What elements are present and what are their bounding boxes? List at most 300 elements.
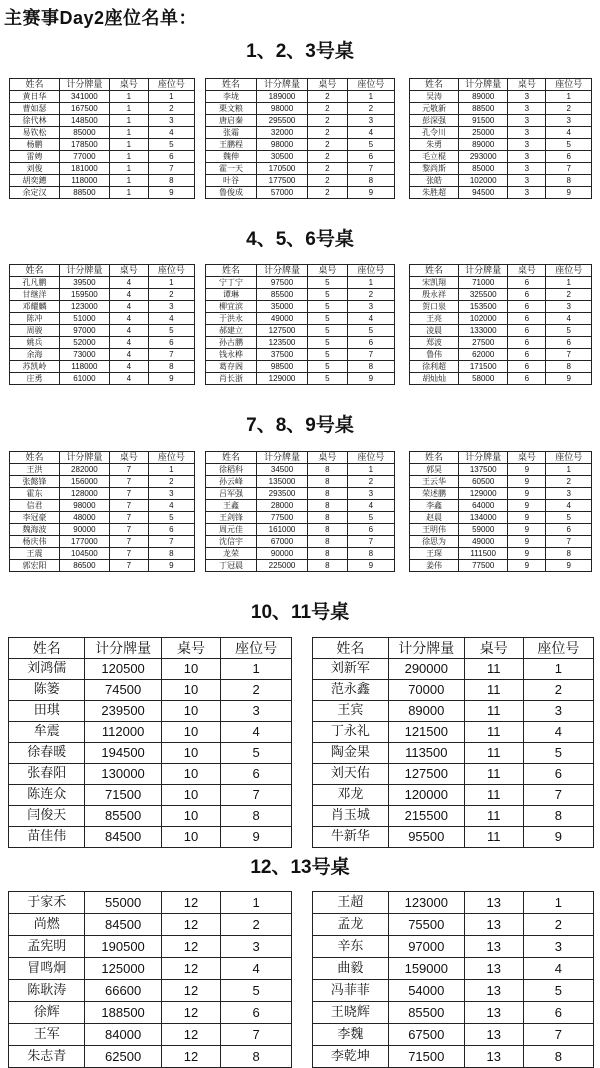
table-number-cell: 7 — [109, 500, 148, 512]
seat-number-cell: 5 — [148, 512, 194, 524]
player-name-cell: 荣述鹏 — [410, 488, 459, 500]
chip-count-cell: 25000 — [459, 127, 508, 139]
chip-count-cell: 90000 — [257, 548, 308, 560]
chip-count-cell: 181000 — [59, 163, 109, 175]
player-name-cell: 李冠豪 — [10, 512, 60, 524]
chip-count-cell: 123000 — [388, 892, 464, 914]
player-name-cell: 信君 — [10, 500, 60, 512]
seat-number-cell: 3 — [148, 488, 194, 500]
player-name-cell: 余海 — [10, 349, 60, 361]
header-table: 桌号 — [308, 79, 348, 91]
chip-count-cell: 120500 — [85, 659, 161, 680]
seat-number-cell: 2 — [523, 680, 593, 701]
chip-count-cell: 55000 — [85, 892, 161, 914]
table-header-row — [206, 265, 395, 277]
seat-number-cell: 9 — [148, 560, 194, 572]
section-title-tables-10-11: 10、11号桌 — [250, 602, 350, 623]
section-title-tables-12-13: 12、13号桌 — [250, 857, 350, 878]
player-name-cell: 霍一天 — [206, 163, 257, 175]
chip-count-cell: 85500 — [257, 289, 308, 301]
table-row — [9, 743, 292, 764]
chip-count-cell: 102000 — [459, 313, 508, 325]
seat-number-cell: 1 — [546, 464, 592, 476]
table-row — [9, 936, 292, 958]
header-chips: 计分牌量 — [59, 265, 109, 277]
seat-number-cell: 2 — [546, 103, 592, 115]
chip-count-cell: 102000 — [459, 175, 508, 187]
table-number-cell: 2 — [308, 139, 348, 151]
table-number-cell: 8 — [308, 512, 348, 524]
player-name-cell: 范永鑫 — [313, 680, 389, 701]
player-name-cell: 李魏 — [313, 1024, 389, 1046]
table-row — [10, 536, 195, 548]
seat-number-cell: 6 — [347, 337, 394, 349]
header-seat: 座位号 — [546, 79, 592, 91]
table-number-cell: 3 — [508, 175, 546, 187]
player-name-cell: 孟龙 — [313, 914, 389, 936]
header-chips: 计分牌量 — [459, 265, 508, 277]
chip-count-cell: 91500 — [459, 115, 508, 127]
table-row — [410, 103, 592, 115]
table-number-cell: 7 — [109, 524, 148, 536]
player-name-cell: 陈连众 — [9, 785, 85, 806]
table-number-cell: 6 — [508, 325, 546, 337]
section-title-tables-1-3: 1、2、3号桌 — [246, 41, 354, 62]
table-row — [410, 560, 592, 572]
seat-number-cell: 5 — [523, 980, 593, 1002]
table-row — [206, 301, 395, 313]
seat-number-cell: 2 — [347, 476, 394, 488]
table-number-cell: 3 — [508, 163, 546, 175]
chip-count-cell: 51000 — [59, 313, 109, 325]
chip-count-cell: 133000 — [459, 325, 508, 337]
player-name-cell: 刘鸿儒 — [9, 659, 85, 680]
header-name: 姓名 — [9, 638, 85, 659]
player-name-cell: 王晓辉 — [313, 1002, 389, 1024]
player-name-cell: 徐利超 — [410, 361, 459, 373]
chip-count-cell: 225000 — [257, 560, 308, 572]
table-row — [206, 548, 395, 560]
table-row — [206, 560, 395, 572]
table-number-cell: 6 — [508, 313, 546, 325]
chip-count-cell: 60500 — [459, 476, 508, 488]
seat-number-cell: 7 — [221, 1024, 292, 1046]
player-name-cell: 曲毅 — [313, 958, 389, 980]
table-number-cell: 10 — [161, 764, 220, 785]
chip-count-cell: 98000 — [257, 139, 308, 151]
chip-count-cell: 177000 — [59, 536, 109, 548]
player-name-cell: 沈信宇 — [206, 536, 257, 548]
seat-number-cell: 5 — [347, 139, 394, 151]
header-table: 桌号 — [508, 79, 546, 91]
seat-number-cell: 6 — [148, 337, 194, 349]
table-row — [10, 500, 195, 512]
table-row — [410, 127, 592, 139]
player-name-cell: 贺口泉 — [410, 301, 459, 313]
chip-count-cell: 171500 — [459, 361, 508, 373]
table-row — [9, 764, 292, 785]
chip-count-cell: 77500 — [257, 512, 308, 524]
seat-number-cell: 2 — [546, 289, 592, 301]
seat-number-cell: 8 — [148, 175, 194, 187]
seat-number-cell: 7 — [148, 163, 194, 175]
table-row — [410, 115, 592, 127]
player-name-cell: 朱胜超 — [410, 187, 459, 199]
seat-number-cell: 5 — [221, 980, 292, 1002]
table-row — [410, 476, 592, 488]
seating-table-12 — [8, 891, 292, 1068]
table-row — [10, 325, 195, 337]
table-number-cell: 9 — [508, 512, 546, 524]
section-title-tables-4-6: 4、5、6号桌 — [246, 229, 354, 250]
table-number-cell: 3 — [508, 151, 546, 163]
player-name-cell: 田琪 — [9, 701, 85, 722]
chip-count-cell: 84500 — [85, 827, 161, 848]
table-row — [10, 139, 195, 151]
seat-number-cell: 9 — [347, 187, 394, 199]
chip-count-cell: 325500 — [459, 289, 508, 301]
table-number-cell: 9 — [508, 560, 546, 572]
table-row — [9, 1002, 292, 1024]
header-seat: 座位号 — [148, 79, 194, 91]
seat-number-cell: 8 — [148, 361, 194, 373]
table-number-cell: 9 — [508, 488, 546, 500]
player-name-cell: 陶金果 — [313, 743, 389, 764]
player-name-cell: 刘新军 — [313, 659, 389, 680]
chip-count-cell: 293500 — [257, 488, 308, 500]
player-name-cell: 张懿锋 — [10, 476, 60, 488]
chip-count-cell: 97500 — [257, 277, 308, 289]
player-name-cell: 孙古鹏 — [206, 337, 257, 349]
player-name-cell: 宋凯翔 — [410, 277, 459, 289]
player-name-cell: 郑波 — [410, 337, 459, 349]
seating-table-4 — [9, 264, 195, 385]
table-number-cell: 5 — [308, 361, 348, 373]
chip-count-cell: 88500 — [59, 187, 109, 199]
player-name-cell: 闫俊天 — [9, 806, 85, 827]
chip-count-cell: 167500 — [59, 103, 109, 115]
player-name-cell: 王震 — [10, 548, 60, 560]
chip-count-cell: 153500 — [459, 301, 508, 313]
chip-count-cell: 61000 — [59, 373, 109, 385]
table-number-cell: 13 — [464, 1046, 523, 1068]
seating-table-9 — [409, 451, 592, 572]
header-chips: 计分牌量 — [257, 452, 308, 464]
player-name-cell: 徐思为 — [410, 536, 459, 548]
seat-number-cell: 3 — [523, 936, 593, 958]
table-row — [410, 289, 592, 301]
seat-number-cell: 6 — [148, 151, 194, 163]
table-number-cell: 12 — [161, 892, 220, 914]
chip-count-cell: 75500 — [388, 914, 464, 936]
table-number-cell: 13 — [464, 958, 523, 980]
player-name-cell: 肖长浙 — [206, 373, 257, 385]
table-number-cell: 4 — [109, 373, 148, 385]
chip-count-cell: 125000 — [85, 958, 161, 980]
table-row — [9, 722, 292, 743]
seat-number-cell: 4 — [523, 722, 593, 743]
seat-number-cell: 4 — [523, 958, 593, 980]
player-name-cell: 龙荣 — [206, 548, 257, 560]
header-seat: 座位号 — [546, 265, 592, 277]
table-number-cell: 7 — [109, 560, 148, 572]
player-name-cell: 易钦松 — [10, 127, 60, 139]
table-number-cell: 2 — [308, 127, 348, 139]
table-number-cell: 13 — [464, 980, 523, 1002]
table-row — [9, 680, 292, 701]
chip-count-cell: 177500 — [257, 175, 308, 187]
chip-count-cell: 148500 — [59, 115, 109, 127]
player-name-cell: 凌晨 — [410, 325, 459, 337]
table-number-cell: 2 — [308, 115, 348, 127]
table-number-cell: 4 — [109, 313, 148, 325]
chip-count-cell: 129000 — [257, 373, 308, 385]
player-name-cell: 姜伟 — [410, 560, 459, 572]
header-chips: 计分牌量 — [85, 638, 161, 659]
player-name-cell: 牛新华 — [313, 827, 389, 848]
chip-count-cell: 54000 — [388, 980, 464, 1002]
table-row — [410, 500, 592, 512]
chip-count-cell: 123000 — [59, 301, 109, 313]
player-name-cell: 孙云峰 — [206, 476, 257, 488]
chip-count-cell: 34500 — [257, 464, 308, 476]
table-number-cell: 8 — [308, 524, 348, 536]
seat-number-cell: 2 — [148, 289, 194, 301]
seating-table-3 — [409, 78, 592, 199]
table-row — [313, 892, 594, 914]
table-row — [10, 313, 195, 325]
table-row — [206, 163, 395, 175]
table-row — [313, 659, 594, 680]
seating-table-5 — [205, 264, 395, 385]
player-name-cell: 唐启秦 — [206, 115, 257, 127]
table-row — [9, 1024, 292, 1046]
seat-number-cell: 2 — [221, 680, 292, 701]
seating-table-2 — [205, 78, 395, 199]
chip-count-cell: 194500 — [85, 743, 161, 764]
table-number-cell: 4 — [109, 337, 148, 349]
header-name: 姓名 — [313, 638, 389, 659]
chip-count-cell: 58000 — [459, 373, 508, 385]
seat-number-cell: 4 — [347, 500, 394, 512]
seat-number-cell: 7 — [546, 349, 592, 361]
chip-count-cell: 39500 — [59, 277, 109, 289]
header-chips: 计分牌量 — [59, 79, 109, 91]
header-table: 桌号 — [109, 79, 148, 91]
table-row — [206, 337, 395, 349]
header-chips: 计分牌量 — [459, 452, 508, 464]
chip-count-cell: 123500 — [257, 337, 308, 349]
seat-number-cell: 5 — [347, 325, 394, 337]
table-header-row — [10, 79, 195, 91]
chip-count-cell: 86500 — [59, 560, 109, 572]
table-row — [10, 524, 195, 536]
table-row — [410, 464, 592, 476]
seat-number-cell: 1 — [148, 277, 194, 289]
table-row — [410, 163, 592, 175]
player-name-cell: 于家禾 — [9, 892, 85, 914]
table-number-cell: 4 — [109, 325, 148, 337]
player-name-cell: 王鑫 — [206, 500, 257, 512]
table-row — [10, 361, 195, 373]
player-name-cell: 孔凡鹏 — [10, 277, 60, 289]
table-number-cell: 1 — [109, 139, 148, 151]
player-name-cell: 邓耀麟 — [10, 301, 60, 313]
chip-count-cell: 341000 — [59, 91, 109, 103]
player-name-cell: 陈耿涛 — [9, 980, 85, 1002]
seat-number-cell: 6 — [523, 764, 593, 785]
table-number-cell: 3 — [508, 187, 546, 199]
table-row — [10, 175, 195, 187]
seat-number-cell: 3 — [148, 301, 194, 313]
seat-number-cell: 8 — [347, 175, 394, 187]
player-name-cell: 尚燃 — [9, 914, 85, 936]
player-name-cell: 王云华 — [410, 476, 459, 488]
table-row — [410, 524, 592, 536]
player-name-cell: 王鹏程 — [206, 139, 257, 151]
player-name-cell: 辛东 — [313, 936, 389, 958]
table-row — [313, 827, 594, 848]
table-number-cell: 1 — [109, 163, 148, 175]
table-row — [10, 476, 195, 488]
player-name-cell: 朱志青 — [9, 1046, 85, 1068]
player-name-cell: 雷娉 — [10, 151, 60, 163]
seat-number-cell: 9 — [347, 373, 394, 385]
table-number-cell: 10 — [161, 827, 220, 848]
table-number-cell: 7 — [109, 548, 148, 560]
seat-number-cell: 2 — [148, 103, 194, 115]
table-number-cell: 11 — [464, 722, 523, 743]
table-header-row — [410, 265, 592, 277]
chip-count-cell: 84000 — [85, 1024, 161, 1046]
table-row — [206, 464, 395, 476]
table-number-cell: 2 — [308, 163, 348, 175]
chip-count-cell: 113500 — [388, 743, 464, 764]
table-number-cell: 8 — [308, 464, 348, 476]
table-row — [410, 139, 592, 151]
player-name-cell: 苏凯岭 — [10, 361, 60, 373]
table-row — [313, 958, 594, 980]
player-name-cell: 王宾 — [313, 701, 389, 722]
table-header-row — [410, 452, 592, 464]
seat-number-cell: 9 — [546, 187, 592, 199]
table-row — [10, 187, 195, 199]
chip-count-cell: 77000 — [59, 151, 109, 163]
table-row — [206, 536, 395, 548]
table-number-cell: 5 — [308, 349, 348, 361]
table-row — [313, 914, 594, 936]
table-number-cell: 8 — [308, 560, 348, 572]
table-number-cell: 13 — [464, 1024, 523, 1046]
seat-number-cell: 3 — [546, 301, 592, 313]
table-number-cell: 11 — [464, 806, 523, 827]
table-row — [9, 806, 292, 827]
seat-number-cell: 8 — [523, 1046, 593, 1068]
seat-number-cell: 6 — [221, 764, 292, 785]
table-number-cell: 4 — [109, 301, 148, 313]
table-number-cell: 12 — [161, 1046, 220, 1068]
player-name-cell: 郭昊 — [410, 464, 459, 476]
seat-number-cell: 8 — [347, 548, 394, 560]
table-number-cell: 12 — [161, 1002, 220, 1024]
player-name-cell: 王明伟 — [410, 524, 459, 536]
player-name-cell: 苗佳伟 — [9, 827, 85, 848]
player-name-cell: 魏伸 — [206, 151, 257, 163]
chip-count-cell: 94500 — [459, 187, 508, 199]
player-name-cell: 丁冠晨 — [206, 560, 257, 572]
seat-number-cell: 5 — [546, 139, 592, 151]
table-number-cell: 9 — [508, 524, 546, 536]
chip-count-cell: 159500 — [59, 289, 109, 301]
table-number-cell: 8 — [308, 500, 348, 512]
table-number-cell: 6 — [508, 301, 546, 313]
table-number-cell: 1 — [109, 127, 148, 139]
seat-number-cell: 2 — [523, 914, 593, 936]
table-number-cell: 1 — [109, 103, 148, 115]
seat-number-cell: 8 — [546, 175, 592, 187]
seat-number-cell: 7 — [148, 349, 194, 361]
table-row — [313, 936, 594, 958]
player-name-cell: 胡奕鏸 — [10, 175, 60, 187]
chip-count-cell: 28000 — [257, 500, 308, 512]
player-name-cell: 王超 — [313, 892, 389, 914]
table-number-cell: 10 — [161, 722, 220, 743]
seat-number-cell: 3 — [221, 701, 292, 722]
table-row — [10, 337, 195, 349]
chip-count-cell: 156000 — [59, 476, 109, 488]
chip-count-cell: 98500 — [257, 361, 308, 373]
chip-count-cell: 295500 — [257, 115, 308, 127]
player-name-cell: 李垅 — [206, 91, 257, 103]
header-seat: 座位号 — [347, 79, 394, 91]
chip-count-cell: 70000 — [388, 680, 464, 701]
chip-count-cell: 62000 — [459, 349, 508, 361]
header-name: 姓名 — [206, 265, 257, 277]
seat-number-cell: 9 — [148, 373, 194, 385]
table-number-cell: 1 — [109, 151, 148, 163]
chip-count-cell: 85000 — [59, 127, 109, 139]
header-name: 姓名 — [10, 265, 60, 277]
table-number-cell: 11 — [464, 659, 523, 680]
chip-count-cell: 71500 — [388, 1046, 464, 1068]
header-table: 桌号 — [161, 638, 220, 659]
chip-count-cell: 127500 — [257, 325, 308, 337]
header-name: 姓名 — [410, 265, 459, 277]
player-name-cell: 孔令川 — [410, 127, 459, 139]
player-name-cell: 葛存阁 — [206, 361, 257, 373]
table-row — [206, 476, 395, 488]
seat-number-cell: 1 — [221, 892, 292, 914]
header-name: 姓名 — [410, 452, 459, 464]
header-seat: 座位号 — [148, 452, 194, 464]
chip-count-cell: 128000 — [59, 488, 109, 500]
player-name-cell: 黄日华 — [10, 91, 60, 103]
player-name-cell: 元敬新 — [410, 103, 459, 115]
player-name-cell: 王琛 — [410, 548, 459, 560]
player-name-cell: 曹如瑟 — [10, 103, 60, 115]
seat-number-cell: 4 — [546, 500, 592, 512]
table-number-cell: 1 — [109, 175, 148, 187]
player-name-cell: 柳宜滨 — [206, 301, 257, 313]
table-number-cell: 12 — [161, 958, 220, 980]
player-name-cell: 鲁伟 — [410, 349, 459, 361]
chip-count-cell: 161000 — [257, 524, 308, 536]
seat-number-cell: 4 — [347, 127, 394, 139]
table-number-cell: 1 — [109, 187, 148, 199]
player-name-cell: 甘继洋 — [10, 289, 60, 301]
player-name-cell: 肖玉城 — [313, 806, 389, 827]
table-number-cell: 10 — [161, 743, 220, 764]
